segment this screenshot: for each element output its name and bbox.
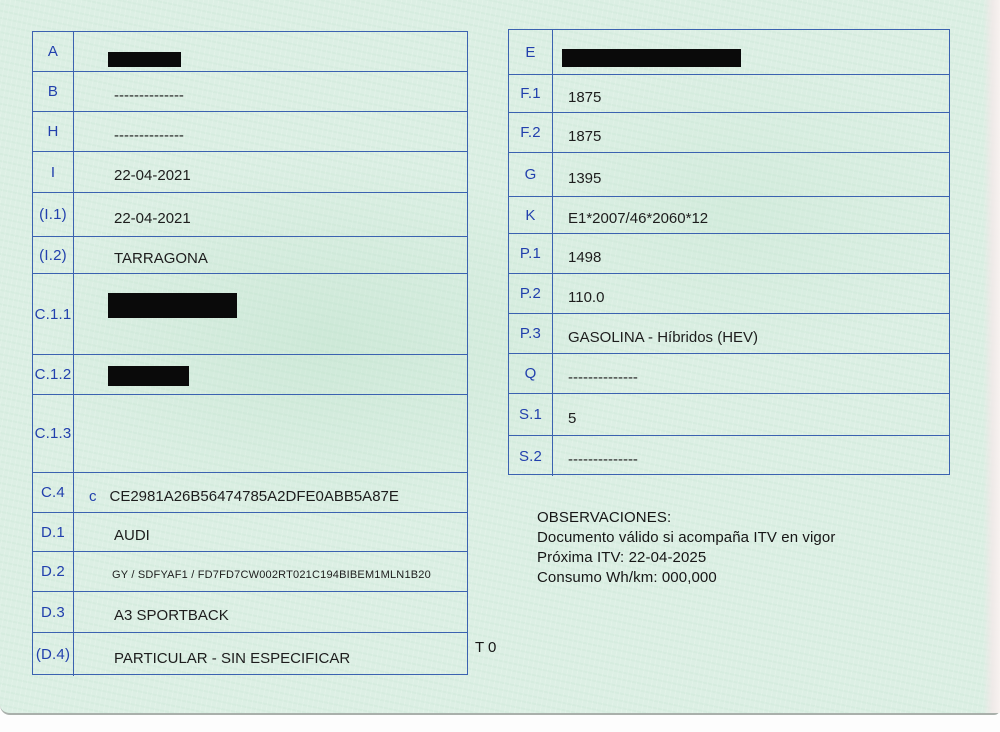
field-row-p-2 bbox=[509, 274, 949, 314]
field-row-d-3 bbox=[33, 592, 467, 633]
field-text: 1498 bbox=[568, 248, 602, 266]
field-text: PARTICULAR - SIN ESPECIFICAR bbox=[114, 649, 351, 667]
field-code: G bbox=[509, 153, 553, 196]
field-text: 110.0 bbox=[568, 288, 605, 306]
field-value bbox=[553, 274, 949, 313]
field-row-d-2 bbox=[33, 552, 467, 592]
field-code: D.1 bbox=[33, 513, 74, 551]
field-text: 1875 bbox=[568, 88, 602, 106]
field-value bbox=[74, 552, 467, 591]
field-row-b bbox=[33, 72, 467, 112]
field-row-i-1 bbox=[33, 193, 467, 237]
field-text: -------------- bbox=[114, 86, 184, 104]
observations-block bbox=[537, 508, 835, 588]
field-code: I bbox=[33, 152, 74, 192]
redacted-value bbox=[562, 49, 741, 67]
footer-code: T 0 bbox=[475, 639, 497, 656]
field-row-c-1-1 bbox=[33, 274, 467, 355]
field-row-i bbox=[33, 152, 467, 193]
field-value bbox=[74, 72, 467, 111]
field-row-p-3 bbox=[509, 314, 949, 354]
field-code: C.1.3 bbox=[33, 395, 74, 472]
field-code: D.2 bbox=[33, 552, 74, 591]
field-code: H bbox=[33, 112, 74, 151]
field-value bbox=[553, 314, 949, 353]
field-text: 1875 bbox=[568, 127, 602, 145]
field-code: E bbox=[509, 30, 553, 74]
field-text: A3 SPORTBACK bbox=[114, 607, 229, 624]
field-code: (I.2) bbox=[33, 237, 74, 273]
field-row-i-2 bbox=[33, 237, 467, 274]
field-value bbox=[553, 354, 949, 393]
redacted-value bbox=[108, 366, 189, 386]
field-code: K bbox=[509, 197, 553, 233]
redacted-value bbox=[108, 52, 181, 67]
field-code: C.1.2 bbox=[33, 355, 74, 394]
field-value bbox=[74, 152, 467, 192]
field-row-s-2 bbox=[509, 436, 949, 476]
field-value bbox=[553, 197, 949, 233]
field-row-d-1 bbox=[33, 513, 467, 552]
field-value bbox=[553, 113, 949, 152]
observations-line: Documento válido si acompaña ITV en vigor bbox=[537, 529, 836, 546]
field-value bbox=[553, 30, 949, 74]
field-code: P.2 bbox=[509, 274, 553, 313]
scan-edge-strip bbox=[983, 0, 1000, 713]
field-code: B bbox=[33, 72, 74, 111]
field-value bbox=[74, 395, 467, 472]
field-row-d-4 bbox=[33, 633, 467, 676]
field-value bbox=[74, 112, 467, 151]
field-text: -------------- bbox=[114, 126, 184, 144]
observations-line: Próxima ITV: 22-04-2025 bbox=[537, 549, 707, 566]
field-row-f-2 bbox=[509, 113, 949, 153]
field-text: 5 bbox=[568, 409, 577, 427]
field-text: AUDI bbox=[114, 527, 150, 544]
observations-title: OBSERVACIONES: bbox=[537, 509, 672, 526]
field-text: 22-04-2021 bbox=[114, 167, 191, 184]
field-value bbox=[74, 473, 467, 512]
field-code: S.1 bbox=[509, 394, 553, 435]
field-value bbox=[74, 633, 467, 676]
redacted-value bbox=[108, 293, 237, 318]
field-row-c-1-3 bbox=[33, 395, 467, 473]
field-code: P.1 bbox=[509, 234, 553, 273]
field-row-k bbox=[509, 197, 949, 234]
field-text: 22-04-2021 bbox=[114, 209, 191, 227]
field-text: -------------- bbox=[568, 451, 638, 468]
field-row-f-1 bbox=[509, 75, 949, 113]
field-code: F.2 bbox=[509, 113, 553, 152]
field-value bbox=[74, 355, 467, 394]
field-row-a bbox=[33, 32, 467, 72]
field-value bbox=[74, 32, 467, 71]
field-text: TARRAGONA bbox=[114, 250, 208, 267]
field-value bbox=[74, 592, 467, 632]
field-text: 1395 bbox=[568, 169, 602, 187]
field-text: E1*2007/46*2060*12 bbox=[568, 210, 709, 227]
field-code: D.3 bbox=[33, 592, 74, 632]
field-row-q bbox=[509, 354, 949, 394]
field-row-g bbox=[509, 153, 949, 197]
field-code: (D.4) bbox=[33, 633, 74, 676]
fields-table-right bbox=[508, 29, 950, 475]
field-code: (I.1) bbox=[33, 193, 74, 236]
field-text: GY / SDFYAF1 / FD7FD7CW002RT021C194BIBEM1MLN1B20 bbox=[112, 569, 431, 581]
field-code: A bbox=[33, 32, 74, 71]
field-value bbox=[553, 394, 949, 435]
field-code: C.1.1 bbox=[33, 274, 74, 354]
field-subcode: c bbox=[89, 487, 97, 505]
field-value bbox=[74, 193, 467, 236]
field-code: C.4 bbox=[33, 473, 74, 512]
field-value bbox=[74, 274, 467, 354]
field-value bbox=[553, 234, 949, 273]
field-code: Q bbox=[509, 354, 553, 393]
field-row-c-4 bbox=[33, 473, 467, 513]
field-value bbox=[553, 436, 949, 476]
field-row-h bbox=[33, 112, 467, 152]
field-value bbox=[553, 153, 949, 196]
fields-table-left bbox=[32, 31, 468, 675]
field-code: S.2 bbox=[509, 436, 553, 476]
field-row-e bbox=[509, 30, 949, 75]
observations-lines bbox=[537, 528, 835, 588]
field-code: F.1 bbox=[509, 75, 553, 112]
field-text: -------------- bbox=[568, 368, 638, 386]
field-text: GASOLINA - Híbridos (HEV) bbox=[568, 328, 759, 346]
field-code: P.3 bbox=[509, 314, 553, 353]
observations-line: Consumo Wh/km: 000,000 bbox=[537, 569, 717, 586]
field-value bbox=[74, 513, 467, 551]
field-value bbox=[553, 75, 949, 112]
field-row-p-1 bbox=[509, 234, 949, 274]
field-text: CE2981A26B56474785A2DFE0ABB5A87E bbox=[109, 487, 399, 505]
field-value bbox=[74, 237, 467, 273]
field-row-c-1-2 bbox=[33, 355, 467, 395]
field-row-s-1 bbox=[509, 394, 949, 436]
